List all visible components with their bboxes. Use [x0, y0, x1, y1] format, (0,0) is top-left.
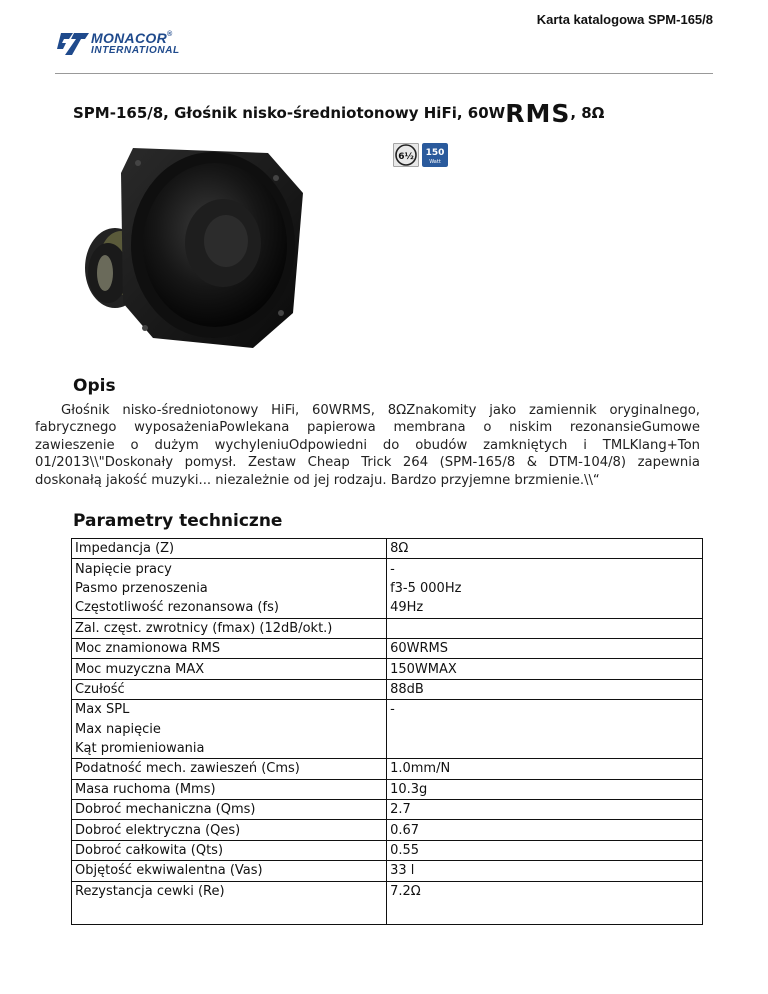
- parameter-label: Max napięcie: [72, 720, 387, 739]
- parameter-value: 88dB: [387, 679, 703, 699]
- parameter-row: [72, 638, 703, 658]
- parameter-label: Moc muzyczna MAX: [72, 659, 387, 679]
- parameter-row: [72, 720, 703, 739]
- parameter-row: [72, 700, 703, 720]
- parameter-label: Napięcie pracy: [72, 559, 387, 579]
- monacor-logo-mark-icon: [57, 33, 89, 55]
- parameter-row: [72, 679, 703, 699]
- badge-power-value: 150: [425, 148, 445, 158]
- product-title-suffix: , 8Ω: [570, 104, 605, 122]
- parameter-row: [72, 759, 703, 779]
- logo-brand: MONACOR: [91, 30, 167, 46]
- parameter-row: [72, 779, 703, 799]
- parameter-value: -: [390, 702, 395, 718]
- parameters-heading: Parametry techniczne: [73, 511, 283, 531]
- parameter-row: [72, 559, 703, 579]
- speaker-product-image: [63, 133, 303, 353]
- size-6-5-inch-badge-icon: [393, 143, 419, 167]
- parameter-label: Max SPL: [72, 700, 387, 720]
- parameter-value: [387, 618, 703, 638]
- product-title: [73, 95, 605, 128]
- parameter-label: Masa ruchoma (Mms): [72, 779, 387, 799]
- parameters-table: [71, 538, 703, 925]
- parameter-value: 150WMAX: [387, 659, 703, 679]
- parameter-label: Pasmo przenoszenia: [72, 579, 387, 598]
- parameter-value: -: [390, 561, 395, 577]
- logo-sub: INTERNATIONAL: [91, 45, 180, 56]
- badge-size-text: 6½: [398, 152, 414, 162]
- description-heading: Opis: [73, 376, 116, 396]
- parameter-label: Objętość ekwiwalentna (Vas): [72, 861, 387, 881]
- monacor-logo: [57, 31, 207, 57]
- parameter-label: Częstotliwość rezonansowa (fs): [72, 598, 387, 618]
- parameter-value: 49Hz: [387, 598, 703, 618]
- power-150-watts-badge-icon: [422, 143, 448, 167]
- badge-power-unit: Watt: [429, 159, 441, 165]
- parameter-value: 8Ω: [387, 539, 703, 559]
- parameter-label: Kąt promieniowania: [72, 739, 387, 759]
- parameter-label: Rezystancja cewki (Re): [72, 881, 387, 924]
- parameter-row: [72, 820, 703, 840]
- parameter-label: Czułość: [72, 679, 387, 699]
- parameter-row: [72, 539, 703, 559]
- parameter-value: 1.0mm/N: [387, 759, 703, 779]
- parameter-row: [72, 800, 703, 820]
- description-text: Głośnik nisko-średniotonowy HiFi, 60WRMS, 8ΩZnakomity jako zamiennik oryginalnego, fabrycznego wyposażeniaPowlekana papierowa membrana o niskim rezonansieGumowe zawieszenie o dużym wychyleniuOdpowiedni do obudów zamkniętych i TMLKlang+Ton 01/2013\\"Doskonały pomysł. Zestaw Cheap Trick 264 (SPM-165/8 & DTM-104/8) zapewnia doskonałą jakość muzyki... niezależnie od jej rodzaju. Bardzo przyjemne brzmienie.\\“: [35, 403, 700, 488]
- parameter-row: [72, 598, 703, 618]
- parameter-label: Moc znamionowa RMS: [72, 638, 387, 658]
- product-badges: [393, 143, 448, 167]
- header-divider: [55, 73, 713, 74]
- parameter-value: f3-5 000Hz: [390, 580, 462, 596]
- parameter-label: Dobroć elektryczna (Qes): [72, 820, 387, 840]
- parameter-row: [72, 861, 703, 881]
- product-title-rms: RMS: [505, 99, 571, 128]
- parameter-value: 33 l: [387, 861, 703, 881]
- catalog-header-title: Karta katalogowa SPM-165/8: [536, 12, 713, 27]
- parameter-row: [72, 840, 703, 860]
- parameter-row: [72, 881, 703, 924]
- parameter-value: [387, 739, 703, 759]
- parameter-row: [72, 739, 703, 759]
- parameter-row: [72, 659, 703, 679]
- parameter-label: Impedancja (Z): [72, 539, 387, 559]
- parameter-value: 10.3g: [387, 779, 703, 799]
- logo-registered: ®: [166, 31, 173, 38]
- product-title-prefix: SPM-165/8, Głośnik nisko-średniotonowy HiFi, 60W: [73, 104, 506, 122]
- parameter-label: Podatność mech. zawieszeń (Cms): [72, 759, 387, 779]
- parameter-value: 2.7: [387, 800, 703, 820]
- parameter-value: 7.2Ω: [390, 883, 421, 899]
- parameter-value: [387, 720, 703, 739]
- parameter-row: [72, 579, 703, 598]
- parameter-value: 0.55: [387, 840, 703, 860]
- parameter-label: Dobroć mechaniczna (Qms): [72, 800, 387, 820]
- parameter-label: Zal. częst. zwrotnicy (fmax) (12dB/okt.): [72, 618, 387, 638]
- parameter-label: Dobroć całkowita (Qts): [72, 840, 387, 860]
- parameter-value: 0.67: [387, 820, 703, 840]
- parameter-row: [72, 618, 703, 638]
- parameter-value: 60WRMS: [387, 638, 703, 658]
